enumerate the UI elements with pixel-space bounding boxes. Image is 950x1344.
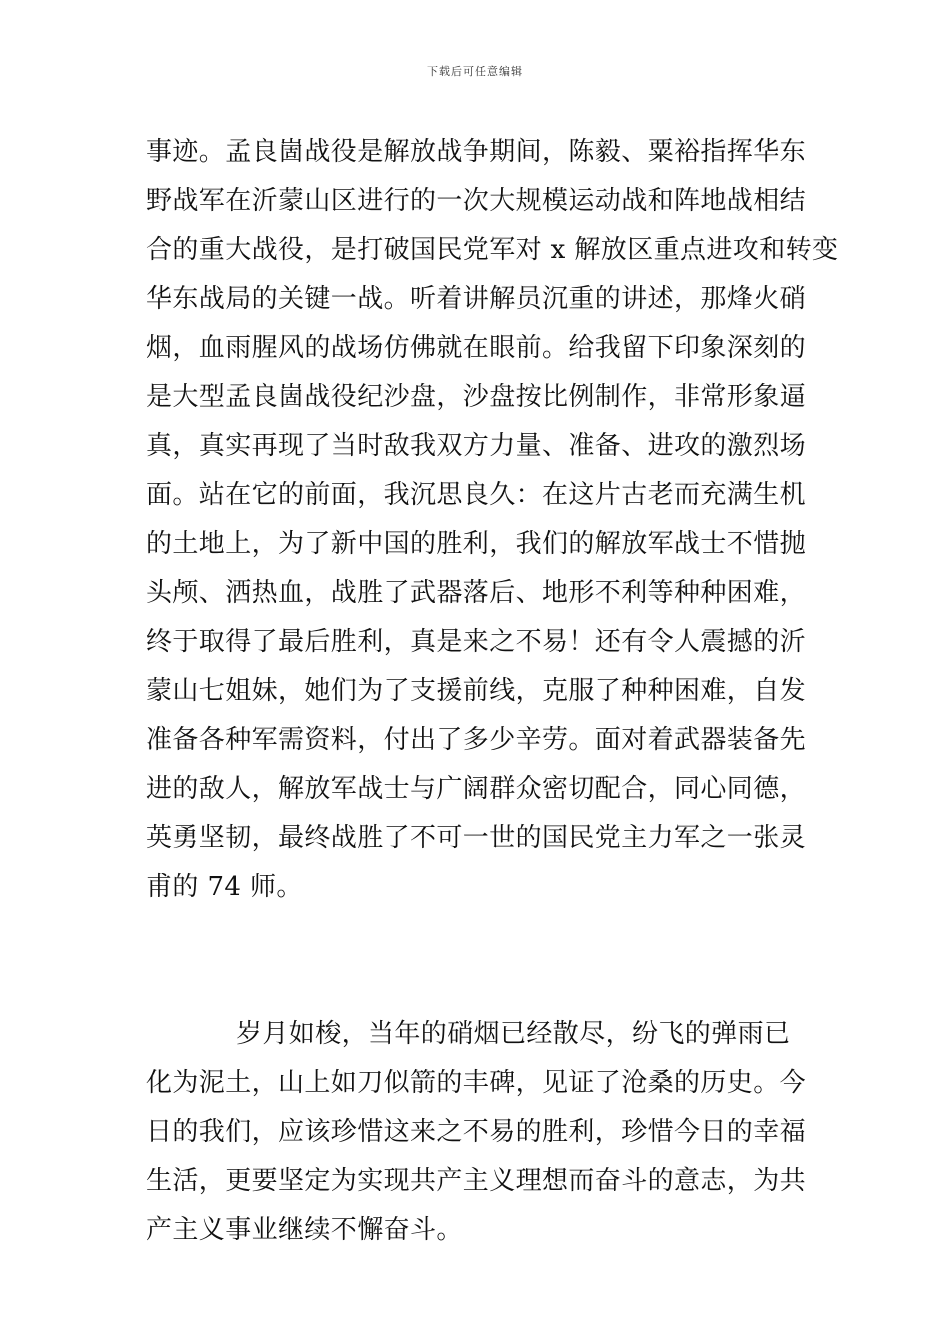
text-line: 野战军在沂蒙山区进行的一次大规模运动战和阵地战相结 (146, 186, 807, 216)
text-line: 英勇坚韧，最终战胜了不可一世的国民党主力军之一张灵 (146, 823, 807, 853)
text-line: 终于取得了最后胜利，真是来之不易！还有令人震撼的沂 (146, 627, 807, 657)
text-line: 甫的 74 师。 (146, 872, 303, 902)
text-line: 岁月如梭，当年的硝烟已经散尽，纷飞的弹雨已 (236, 1019, 791, 1049)
text-line: 事迹。孟良崮战役是解放战争期间，陈毅、粟裕指挥华东 (146, 137, 807, 167)
text-line: 进的敌人，解放军战士与广阔群众密切配合，同心同德， (146, 774, 807, 804)
text-line: 华东战局的关键一战。听着讲解员沉重的讲述，那烽火硝 (146, 284, 807, 314)
text-line: 蒙山七姐妹，她们为了支援前线，克服了种种困难，自发 (146, 676, 807, 706)
text-line: 面。站在它的前面，我沉思良久：在这片古老而充满生机 (146, 480, 807, 510)
text-line: 真，真实再现了当时敌我双方力量、准备、进攻的激烈场 (146, 431, 807, 461)
text-line: 合的重大战役，是打破国民党军对 x 解放区重点进攻和转变 (146, 235, 839, 265)
text-line: 日的我们，应该珍惜这来之不易的胜利，珍惜今日的幸福 (146, 1117, 807, 1147)
text-line: 生活，更要坚定为实现共产主义理想而奋斗的意志，为共 (146, 1166, 807, 1196)
text-line: 化为泥土，山上如刀似箭的丰碑，见证了沧桑的历史。今 (146, 1068, 807, 1098)
text-line: 的土地上，为了新中国的胜利，我们的解放军战士不惜抛 (146, 529, 807, 559)
paragraph-1 (146, 128, 839, 912)
paragraph-spacer (146, 912, 806, 1010)
text-line: 准备各种军需资料，付出了多少辛劳。面对着武器装备先 (146, 725, 807, 755)
text-line: 头颅、洒热血，战胜了武器落后、地形不利等种种困难， (146, 578, 807, 608)
text-line: 烟，血雨腥风的战场仿佛就在眼前。给我留下印象深刻的 (146, 333, 807, 363)
paragraph-2 (146, 1010, 806, 1255)
document-body (146, 128, 839, 1255)
text-line: 是大型孟良崮战役纪沙盘，沙盘按比例制作，非常形象逼 (146, 382, 807, 412)
text-line: 产主义事业继续不懈奋斗。 (146, 1215, 463, 1245)
page-header: 下载后可任意编辑 (427, 65, 523, 78)
